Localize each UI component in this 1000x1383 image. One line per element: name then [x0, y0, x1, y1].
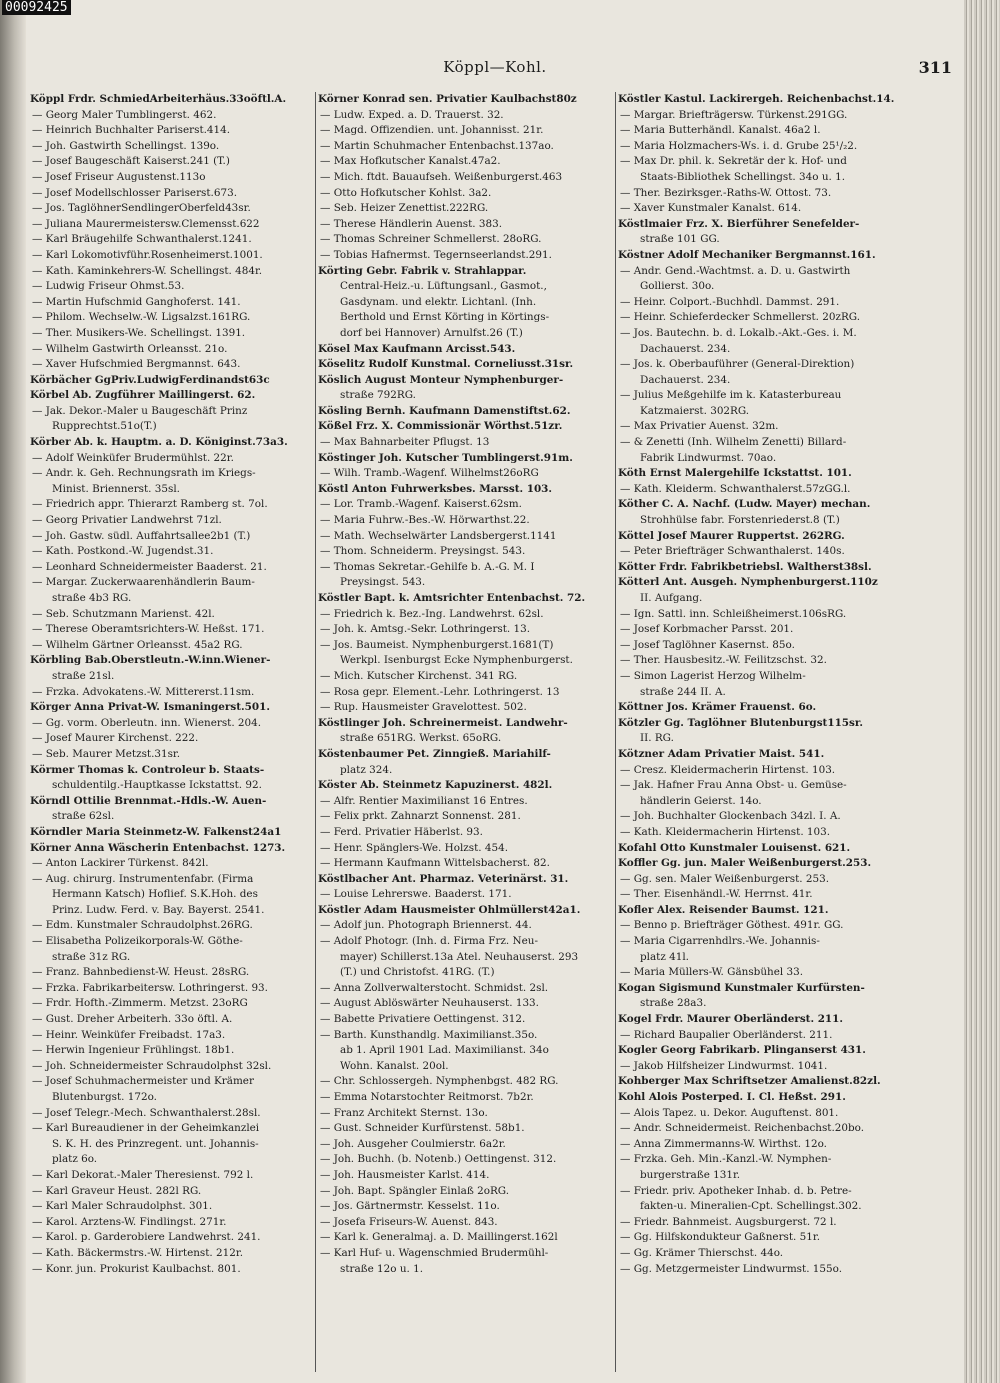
directory-entry: Rupprechtst.51o(T.) [52, 420, 157, 433]
directory-entry-head: Körger Anna Privat-W. Ismaningerst.501. [30, 701, 270, 714]
directory-entry: Fabrik Lindwurmst. 70ao. [640, 451, 777, 464]
directory-entry-head: Köstinger Joh. Kutscher Tumblingerst.91m. [318, 451, 573, 464]
directory-entry: platz 41l. [640, 950, 689, 963]
directory-entry: — Joh. Gastwirth Schellingst. 139o. [32, 139, 220, 152]
directory-entry-head: Koffler Gg. jun. Maler Weißenburgerst.253. [618, 857, 872, 870]
directory-entry: — Franz. Bahnbedienst-W. Heust. 28sRG. [32, 966, 250, 979]
directory-entry-head: Kötterl Ant. Ausgeh. Nymphenburgerst.110z [618, 576, 878, 589]
directory-entry: burgerstraße 131r. [640, 1168, 741, 1181]
directory-entry: — Joh. Buchh. (b. Notenb.) Oettingenst. 312. [320, 1153, 557, 1166]
directory-entry-head: Körner Konrad sen. Privatier Kaulbachst80z [318, 93, 577, 105]
directory-entry: — Anna Zimmermanns-W. Wirthst. 12o. [620, 1137, 827, 1150]
directory-entry: — Heinr. Schieferdecker Schmellerst. 20zRG. [620, 311, 861, 324]
directory-entry: — Richard Baupalier Oberländerst. 211. [620, 1028, 833, 1041]
directory-entry: — Konr. jun. Prokurist Kaulbachst. 801. [32, 1262, 241, 1275]
directory-entry: — Maria Holzmachers-Ws. i. d. Grube 25¹/₂2. [620, 139, 858, 152]
directory-entry-head: Körber Ab. k. Hauptm. a. D. Königinst.73a3. [30, 436, 288, 449]
directory-entry: — Rosa gepr. Element.-Lehr. Lothringerst. 13 [320, 685, 560, 698]
directory-entry: — Leonhard Schneidermeister Baaderst. 21. [32, 560, 267, 573]
directory-entry: — Heinrich Buchhalter Pariserst.414. [32, 124, 231, 137]
directory-entry: — Frzka. Advokatens.-W. Mittererst.11sm. [32, 685, 255, 698]
directory-entry: — Karl Lokomotivführ.Rosenheimerst.1001. [32, 248, 263, 261]
directory-entry: — Josef Modellschlosser Pariserst.673. [32, 186, 237, 199]
directory-entry-head: Köselitz Rudolf Kunstmal. Corneliusst.31sr. [318, 358, 574, 371]
directory-entry-head: Köstl Anton Fuhrwerksbes. Marsst. 103. [318, 482, 553, 495]
directory-entry: — Xaver Hufschmied Bergmannst. 643. [32, 358, 241, 371]
directory-entry-head: Kößel Frz. X. Commissionär Wörthst.51zr. [318, 420, 563, 433]
directory-entry-head: Köstlbacher Ant. Pharmaz. Veterinärst. 31. [318, 872, 569, 885]
directory-entry: — Jos. Baumeist. Nymphenburgerst.1681(T) [320, 638, 554, 651]
directory-entry: — Math. Wechselwärter Landsbergerst.1141 [320, 529, 557, 542]
directory-entry: — Ther. Bezirksger.-Raths-W. Ottost. 73. [620, 186, 832, 199]
directory-entry-head: Körndl Ottilie Brennmat.-Hdls.-W. Auen- [30, 794, 267, 807]
column-divider [315, 92, 316, 1372]
directory-entry: — Ther. Musikers-We. Schellingst. 1391. [32, 326, 246, 339]
directory-entry: — Joh. Hausmeister Karlst. 414. [320, 1168, 490, 1181]
directory-entry-head: Körting Gebr. Fabrik v. Strahlappar. [318, 264, 527, 277]
directory-entry-head: Körbling Bab.Oberstleutn.-W.inn.Wiener- [30, 654, 271, 667]
directory-entry: händlerin Geierst. 14o. [640, 794, 762, 807]
directory-entry: Staats-Bibliothek Schellingst. 34o u. 1. [640, 170, 846, 183]
running-title: Köppl—Kohl. [443, 58, 547, 76]
directory-entry: — Gust. Dreher Arbeiterh. 33o öftl. A. [32, 1013, 233, 1026]
directory-entry: — Karl Graveur Heust. 282l RG. [32, 1184, 202, 1197]
directory-entry: straße 31z RG. [52, 950, 131, 963]
directory-entry-head: Körner Anna Wäscherin Entenbachst. 1273. [30, 841, 286, 854]
directory-entry: — Friedr. Bahnmeist. Augsburgerst. 72 l. [620, 1215, 837, 1228]
directory-entry: — Maria Cigarrenhdlrs.-We. Johannis- [620, 935, 820, 948]
directory-entry: — Julius Meßgehilfe im k. Katasterbureau [620, 389, 842, 402]
directory-entry: Berthold und Ernst Körting in Körtings- [340, 311, 550, 324]
directory-entry: straße 12o u. 1. [340, 1262, 424, 1275]
directory-entry: — Jos. Gärtnermstr. Kesselst. 11o. [320, 1200, 500, 1213]
scan-id-label: 00092425 [2, 0, 71, 15]
directory-entry: — Alfr. Rentier Maximilianst 16 Entres. [320, 794, 528, 807]
directory-entry: Blutenburgst. 172o. [52, 1091, 157, 1103]
directory-entry-head: Körndler Maria Steinmetz-W. Falkenst24a1 [30, 825, 282, 838]
directory-entry: — Felix prkt. Zahnarzt Sonnenst. 281. [320, 810, 521, 823]
directory-entry: — Josef Friseur Augustenst.113o [32, 170, 206, 183]
directory-entry: — Frzka. Geh. Min.-Kanzl.-W. Nymphen- [620, 1153, 832, 1166]
directory-entry: — Simon Lagerist Herzog Wilhelm- [620, 669, 806, 682]
directory-entry: — Elisabetha Polizeikorporals-W. Göthe- [32, 935, 243, 948]
directory-entry: — Joh. Schneidermeister Schraudolphst 32sl. [32, 1059, 272, 1072]
directory-entry-head: Kösel Max Kaufmann Arcisst.543. [318, 342, 516, 355]
directory-entry: — Karl Bureaudiener in der Geheimkanzlei [32, 1122, 260, 1135]
directory-entry: straße 792RG. [340, 389, 416, 402]
directory-entry-head: Köstler Bapt. k. Amtsrichter Entenbachst. 72. [318, 592, 586, 604]
directory-entry: — Chr. Schlossergeh. Nymphenbgst. 482 RG. [320, 1075, 559, 1088]
directory-entry: — Rup. Hausmeister Gravelottest. 502. [320, 701, 527, 714]
directory-entry-head: Kötter Frdr. Fabrikbetriebsl. Waltherst38sl. [618, 560, 872, 573]
page-number: 311 [918, 58, 952, 77]
directory-entry: — Hermann Kaufmann Wittelsbacherst. 82. [320, 857, 550, 870]
directory-entry: — Jakob Hilfsheizer Lindwurmst. 1041. [620, 1059, 828, 1072]
directory-entry: — Ferd. Privatier Häberlst. 93. [320, 825, 483, 838]
directory-entry: — Max Hofkutscher Kanalst.47a2. [320, 155, 501, 168]
directory-entry-head: Kofler Alex. Reisender Baumst. 121. [618, 903, 829, 916]
directory-entry: straße 21sl. [52, 669, 115, 682]
directory-entry: — Jos. Bautechn. b. d. Lokalb.-Akt.-Ges. i. M. [620, 326, 857, 339]
directory-entry: — Andr. Gend.-Wachtmst. a. D. u. Gastwirth [620, 264, 851, 277]
directory-entry: — Adolf Photogr. (Inh. d. Firma Frz. Neu- [320, 935, 538, 948]
directory-entry: — Josef Maurer Kirchenst. 222. [32, 732, 199, 745]
directory-entry: — Karol. Arztens-W. Findlingst. 271r. [32, 1215, 227, 1228]
directory-entry: — Anna Zollverwalterstocht. Schmidst. 2sl. [320, 981, 549, 994]
directory-entry-head: Köth Ernst Malergehilfe Ickstattst. 101. [618, 467, 852, 480]
directory-entry: — Barth. Kunsthandlg. Maximilianst.35o. [320, 1028, 538, 1041]
directory-entry-head: Köslich August Monteur Nymphenburger- [318, 373, 564, 386]
directory-entry: Strohhülse fabr. Forstenriederst.8 (T.) [640, 514, 840, 527]
directory-entry: — Ther. Eisenhändl.-W. Herrnst. 41r. [620, 888, 813, 901]
directory-entry-head: Kötzner Adam Privatier Maist. 541. [618, 747, 825, 760]
directory-entry: — Seb. Maurer Metzst.31sr. [32, 747, 181, 760]
directory-entry: — Henr. Spänglers-We. Holzst. 454. [320, 841, 508, 854]
directory-entry: — Lor. Tramb.-Wagenf. Kaiserst.62sm. [320, 498, 522, 511]
directory-entry: — Seb. Schutzmann Marienst. 42l. [32, 607, 215, 620]
directory-entry: — Joh. k. Amtsg.-Sekr. Lothringerst. 13. [320, 623, 531, 636]
directory-entry: II. RG. [640, 732, 674, 745]
directory-entry: Katzmaierst. 302RG. [640, 404, 750, 417]
directory-entry: — Andr. Schneidermeist. Reichenbachst.20bo. [620, 1122, 865, 1135]
column-2 [318, 92, 614, 1372]
directory-entry-head: Körbel Ab. Zugführer Maillingerst. 62. [30, 389, 256, 402]
directory-entry: — Joh. Gastw. südl. Auffahrtsallee2b1 (T.) [32, 529, 251, 542]
directory-entry-head: Köstler Kastul. Lackirergeh. Reichenbachst.14. [618, 93, 895, 105]
directory-entry: dorf bei Hannover) Arnulfst.26 (T.) [340, 326, 523, 339]
directory-entry: — Wilh. Tramb.-Wagenf. Wilhelmst26oRG [320, 467, 539, 480]
directory-entry: — Benno p. Briefträger Göthest. 491r. GG. [620, 919, 844, 932]
directory-entry: — Therese Händlerin Auenst. 383. [320, 217, 503, 230]
directory-entry: — Josefa Friseurs-W. Auenst. 843. [320, 1215, 498, 1228]
page-header [30, 58, 960, 82]
directory-entry: — Margar. Zuckerwaarenhändlerin Baum- [32, 576, 255, 589]
directory-entry: — Karl Dekorat.-Maler Theresienst. 792 l. [32, 1168, 254, 1181]
book-spine [0, 0, 26, 1383]
directory-entry: — Maria Butterhändl. Kanalst. 46a2 l. [620, 124, 821, 137]
directory-entry: — Karl k. Generalmaj. a. D. Maillingerst.162l [320, 1231, 558, 1244]
directory-entry-head: Köstlinger Joh. Schreinermeist. Landwehr- [318, 716, 568, 729]
directory-entry: — Franz Architekt Sternst. 13o. [320, 1106, 488, 1119]
directory-entry: — Thomas Schreiner Schmellerst. 28oRG. [320, 233, 542, 246]
directory-entry: — Wilhelm Gärtner Orleansst. 45a2 RG. [32, 638, 243, 651]
directory-entry: — Adolf jun. Photograph Briennerst. 44. [320, 919, 532, 932]
directory-entry: — Frdr. Hofth.-Zimmerm. Metzst. 23oRG [32, 997, 248, 1010]
directory-entry: — Heinr. Weinküfer Freibadst. 17a3. [32, 1028, 226, 1041]
directory-entry: — Babette Privatiere Oettingenst. 312. [320, 1013, 526, 1026]
directory-entry: — Martin Schuhmacher Entenbachst.137ao. [320, 139, 554, 152]
directory-entry: Preysingst. 543. [340, 576, 426, 589]
directory-entry-head: Köttel Josef Maurer Ruppertst. 262RG. [618, 529, 845, 542]
directory-entry: — Gg. sen. Maler Weißenburgerst. 253. [620, 872, 830, 885]
page-edges [964, 0, 1000, 1383]
directory-entry: straße 244 II. A. [640, 685, 726, 698]
directory-entry: — Therese Oberamtsrichters-W. Heßst. 171. [32, 623, 265, 636]
directory-entry: — Alois Tapez. u. Dekor. Auguftenst. 801. [620, 1106, 839, 1119]
directory-entry: — August Ablöswärter Neuhauserst. 133. [320, 997, 539, 1010]
directory-entry: fakten-u. Mineralien-Cpt. Schellingst.302. [640, 1200, 862, 1213]
directory-entry: — Joh. Ausgeher Coulmierstr. 6a2r. [320, 1137, 506, 1150]
directory-entry: straße 4b3 RG. [52, 592, 132, 604]
directory-entry: — Josef Baugeschäft Kaiserst.241 (T.) [32, 155, 230, 168]
directory-entry: — Max Privatier Auenst. 32m. [620, 420, 779, 433]
directory-entry: — Heinr. Colport.-Buchhdl. Dammst. 291. [620, 295, 840, 308]
directory-entry: II. Aufgang. [640, 592, 703, 604]
directory-entry: — Thom. Schneiderm. Preysingst. 543. [320, 545, 526, 558]
directory-entry: — Gust. Schneider Kurfürstenst. 58b1. [320, 1122, 525, 1135]
directory-entry: — Karol. p. Garderobiere Landwehrst. 241. [32, 1231, 261, 1244]
column-divider [615, 92, 616, 1372]
directory-entry: — Kath. Bäckermstrs.-W. Hirtenst. 212r. [32, 1246, 244, 1259]
directory-entry: — Edm. Kunstmaler Schraudolphst.26RG. [32, 919, 253, 932]
directory-entry: schuldentilg.-Hauptkasse Ickstattst. 92. [52, 779, 262, 792]
directory-entry: — Josef Schuhmachermeister und Krämer [32, 1075, 254, 1088]
directory-entry: Werkpl. Isenburgst Ecke Nymphenburgerst. [340, 654, 573, 667]
directory-entry-head: Kohberger Max Schriftsetzer Amalienst.82zl. [618, 1075, 881, 1088]
directory-entry: — Ludwig Friseur Ohmst.53. [32, 280, 185, 293]
directory-entry: — Herwin Ingenieur Frühlingst. 18b1. [32, 1044, 235, 1057]
directory-entry: — Peter Briefträger Schwanthalerst. 140s. [620, 545, 845, 558]
directory-entry: — Thomas Sekretar.-Gehilfe b. A.-G. M. I [320, 560, 535, 573]
directory-entry: Hermann Katsch) Hoflief. S.K.Hoh. des [52, 888, 258, 901]
directory-entry-head: Köttner Jos. Krämer Frauenst. 6o. [618, 701, 817, 714]
directory-entry: — Ther. Hausbesitz.-W. Feilitzschst. 32. [620, 654, 827, 667]
directory-entry: — Joh. Bapt. Spängler Einlaß 2oRG. [320, 1184, 510, 1197]
directory-entry: straße 28a3. [640, 997, 707, 1010]
directory-entry: — & Zenetti (Inh. Wilhelm Zenetti) Billard- [620, 436, 847, 449]
directory-entry: — Friedrich appr. Thierarzt Ramberg st. 7ol. [32, 498, 268, 511]
directory-entry: — Max Bahnarbeiter Pflugst. 13 [320, 436, 490, 449]
directory-entry: — Jak. Dekor.-Maler u Baugeschäft Prinz [32, 404, 248, 417]
directory-entry: straße 651RG. Werkst. 65oRG. [340, 732, 502, 745]
directory-entry-head: Köther C. A. Nachf. (Ludw. Mayer) mechan. [618, 498, 871, 511]
directory-entry: platz 6o. [52, 1153, 98, 1166]
directory-entry-head: Köstlmaier Frz. X. Bierführer Senefelder- [618, 217, 860, 230]
directory-entry: — Friedr. priv. Apotheker Inhab. d. b. Petre- [620, 1184, 852, 1197]
directory-entry: — Anton Lackirer Türkenst. 842l. [32, 857, 209, 870]
directory-entry-head: Kogan Sigismund Kunstmaler Kurfürsten- [618, 981, 865, 994]
directory-entry: — Jos. k. Oberbauführer (General-Direktion) [620, 358, 855, 371]
directory-entry: — Louise Lehrerswe. Baaderst. 171. [320, 888, 512, 901]
directory-entry: — Mich. ftdt. Bauaufseh. Weißenburgerst.463 [320, 170, 563, 183]
directory-entry-head: Körmer Thomas k. Controleur b. Staats- [30, 763, 265, 776]
directory-entry-head: Köster Ab. Steinmetz Kapuzinerst. 482l. [318, 779, 553, 792]
directory-entry: — Otto Hofkutscher Kohlst. 3a2. [320, 186, 492, 199]
directory-entry: — Kath. Kleiderm. Schwanthalerst.57zGG.l. [620, 482, 851, 495]
directory-entry: Wohn. Kanalst. 20ol. [340, 1059, 449, 1072]
directory-entry: — Josef Taglöhner Kasernst. 85o. [620, 638, 795, 651]
directory-entry: — Juliana Maurermeistersw.Clemensst.622 [32, 217, 260, 230]
directory-entry: — Magd. Offizendien. unt. Johannisst. 21r. [320, 124, 544, 137]
directory-entry: Gollierst. 30o. [640, 280, 715, 293]
directory-entry: — Xaver Kunstmaler Kanalst. 614. [620, 202, 802, 215]
directory-entry: — Seb. Heizer Zenettist.222RG. [320, 202, 489, 215]
directory-entry: — Jos. TaglöhnerSendlingerOberfeld43sr. [32, 202, 251, 215]
directory-entry: — Kath. Postkond.-W. Jugendst.31. [32, 545, 214, 558]
directory-entry: — Mich. Kutscher Kirchenst. 341 RG. [320, 669, 518, 682]
directory-entry: — Josef Korbmacher Parsst. 201. [620, 623, 794, 636]
directory-entry-head: Kötzler Gg. Taglöhner Blutenburgst115sr. [618, 716, 864, 729]
directory-entry: — Karl Bräugehilfe Schwanthalerst.1241. [32, 233, 252, 246]
directory-entry-head: Köstner Adolf Mechaniker Bergmannst.161. [618, 248, 876, 261]
directory-entry: — Kath. Kleidermacherin Hirtenst. 103. [620, 825, 831, 838]
directory-entry-head: Körbächer GgPriv.LudwigFerdinandst63c [30, 373, 270, 386]
directory-entry-head: Kogel Frdr. Maurer Oberländerst. 211. [618, 1013, 844, 1026]
directory-entry: Minist. Briennerst. 35sl. [52, 482, 180, 495]
directory-entry: — Wilhelm Gastwirth Orleansst. 21o. [32, 342, 228, 355]
directory-entry: — Karl Maler Schraudolphst. 301. [32, 1200, 213, 1213]
directory-entry: Dachauerst. 234. [640, 342, 731, 355]
directory-entry: Gasdynam. und elektr. Lichtanl. (Inh. [340, 295, 537, 308]
directory-entry: — Adolf Weinküfer Brudermühlst. 22r. [32, 451, 234, 464]
directory-entry: — Emma Notarstochter Reitmorst. 7b2r. [320, 1091, 534, 1103]
column-1 [30, 92, 314, 1372]
directory-entry: ab 1. April 1901 Lad. Maximilianst. 34o [340, 1044, 549, 1057]
directory-entry: — Gg. Metzgermeister Lindwurmst. 155o. [620, 1262, 843, 1275]
directory-entry: S. K. H. des Prinzregent. unt. Johannis- [52, 1137, 259, 1150]
directory-entry: (T.) und Christofst. 41RG. (T.) [340, 966, 495, 979]
directory-entry: straße 101 GG. [640, 233, 720, 246]
directory-entry: — Philom. Wechselw.-W. Ligsalzst.161RG. [32, 311, 251, 324]
directory-entry: — Andr. k. Geh. Rechnungsrath im Kriegs- [32, 467, 256, 480]
column-3 [618, 92, 942, 1372]
directory-entry: — Margar. Briefträgersw. Türkenst.291GG. [620, 108, 848, 121]
directory-entry: — Maria Müllers-W. Gänsbühel 33. [620, 966, 804, 979]
directory-entry: — Cresz. Kleidermacherin Hirtenst. 103. [620, 763, 836, 776]
directory-entry: — Georg Privatier Landwehrst 71zl. [32, 514, 222, 527]
directory-entry: — Gg. Krämer Thierschst. 44o. [620, 1246, 784, 1259]
directory-entry: — Friedrich k. Bez.-Ing. Landwehrst. 62sl. [320, 607, 544, 620]
directory-entry: mayer) Schillerst.13a Atel. Neuhauserst. 293 [340, 950, 579, 963]
directory-entry: Dachauerst. 234. [640, 373, 731, 386]
directory-entry: Central-Heiz.-u. Lüftungsanl., Gasmot., [340, 280, 547, 293]
directory-entry-head: Köppl Frdr. SchmiedArbeiterhäus.33oöftl.A. [30, 93, 287, 105]
directory-entry-head: Kogler Georg Fabrikarb. Plinganserst 431. [618, 1044, 866, 1057]
directory-entry-head: Kofahl Otto Kunstmaler Louisenst. 621. [618, 841, 851, 854]
directory-entry-head: Kösling Bernh. Kaufmann Damenstiftst.62. [318, 404, 571, 417]
directory-entry-head: Köstenbaumer Pet. Zinngieß. Mariahilf- [318, 747, 551, 760]
directory-entry: — Martin Hufschmid Ganghoferst. 141. [32, 295, 241, 308]
directory-entry: — Josef Telegr.-Mech. Schwanthalerst.28sl. [32, 1106, 261, 1119]
directory-entry: — Jak. Hafner Frau Anna Obst- u. Gemüse- [620, 779, 847, 792]
directory-entry: — Ludw. Exped. a. D. Trauerst. 32. [320, 108, 504, 121]
directory-entry: — Max Dr. phil. k. Sekretär der k. Hof- und [620, 155, 847, 168]
directory-entry: — Karl Huf- u. Wagenschmied Brudermühl- [320, 1246, 549, 1259]
directory-entry: — Ign. Sattl. inn. Schleißheimerst.106sRG. [620, 607, 847, 620]
directory-entry: — Gg. vorm. Oberleutn. inn. Wienerst. 204. [32, 716, 262, 729]
directory-entry: — Georg Maler Tumblingerst. 462. [32, 108, 217, 121]
directory-entry: — Kath. Kaminkehrers-W. Schellingst. 484r. [32, 264, 263, 277]
directory-entry: — Frzka. Fabrikarbeitersw. Lothringerst. 93. [32, 981, 268, 994]
directory-entry: platz 324. [340, 763, 393, 776]
directory-entry-head: Kohl Alois Posterped. I. Cl. Heßst. 291. [618, 1091, 846, 1103]
directory-entry: — Aug. chirurg. Instrumentenfabr. (Firma [32, 872, 254, 885]
directory-entry-head: Köstler Adam Hausmeister Ohlmüllerst42a1. [318, 903, 581, 916]
directory-entry: — Gg. Hilfskondukteur Gaßnerst. 51r. [620, 1231, 821, 1244]
directory-entry: Prinz. Ludw. Ferd. v. Bay. Bayerst. 2541. [52, 903, 265, 916]
directory-entry: straße 62sl. [52, 810, 115, 823]
directory-entry: — Joh. Buchhalter Glockenbach 34zl. I. A. [620, 810, 841, 823]
directory-entry: — Maria Fuhrw.-Bes.-W. Hörwarthst.22. [320, 514, 530, 527]
directory-entry: — Tobias Hafnermst. Tegernseerlandst.291. [320, 248, 552, 261]
